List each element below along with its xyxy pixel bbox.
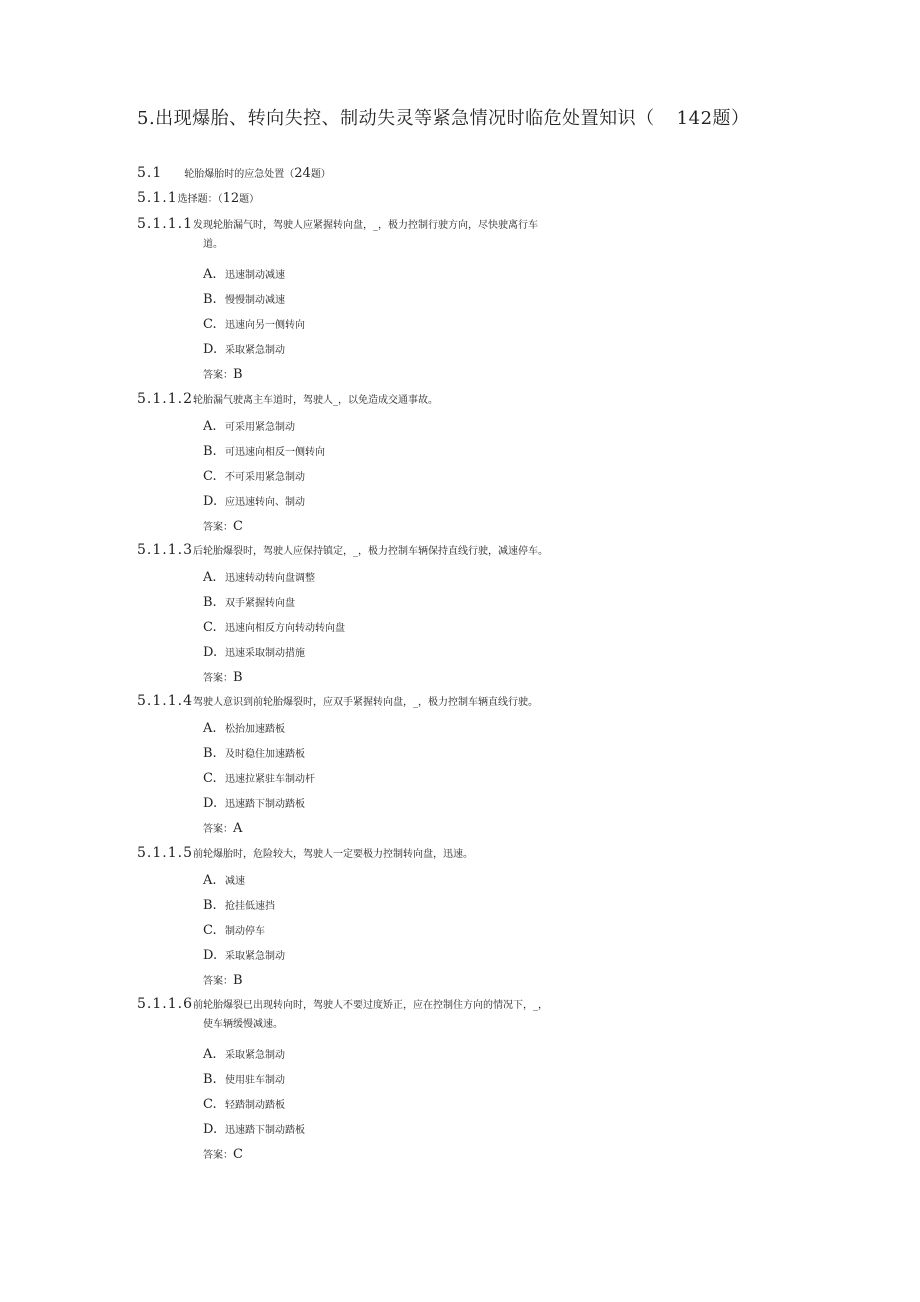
option-d[interactable] bbox=[203, 638, 567, 663]
option-text: 迅速采取制动措施 bbox=[225, 648, 305, 659]
option-text: 采取紧急制动 bbox=[225, 951, 285, 962]
option-text: 迅速踏下制动踏板 bbox=[225, 799, 305, 810]
answer-label: 答案： bbox=[203, 1150, 233, 1161]
question-5-1-1-4 bbox=[137, 689, 567, 839]
option-c[interactable] bbox=[203, 310, 567, 335]
option-letter: A. bbox=[203, 873, 217, 888]
option-b[interactable] bbox=[203, 437, 567, 462]
option-b[interactable] bbox=[203, 1065, 567, 1090]
question-stem-continuation: 道。 bbox=[203, 239, 223, 250]
question-stem: 发现轮胎漏气时，驾驶人应紧握转向盘，_，极力控制行驶方向，尽快驶离行车 bbox=[192, 220, 538, 231]
answer-line bbox=[203, 360, 567, 385]
option-a[interactable] bbox=[203, 563, 567, 588]
question-5-1-1-2 bbox=[137, 387, 567, 537]
option-text: 迅速制动减速 bbox=[225, 270, 285, 281]
section-label: 选择题：（ bbox=[177, 194, 223, 205]
option-letter: A. bbox=[203, 267, 217, 282]
option-letter: C. bbox=[203, 1097, 217, 1112]
option-letter: A. bbox=[203, 721, 217, 736]
section-number: 5.1 bbox=[137, 165, 163, 181]
option-letter: C. bbox=[203, 469, 217, 484]
answer-label: 答案： bbox=[203, 976, 233, 987]
option-text: 迅速向另一侧转向 bbox=[225, 320, 305, 331]
option-letter: D. bbox=[203, 948, 218, 963]
question-number: 5.1.1.1 bbox=[137, 216, 193, 232]
option-a[interactable] bbox=[203, 866, 567, 891]
option-text: 双手紧握转向盘 bbox=[225, 598, 295, 609]
option-d[interactable] bbox=[203, 487, 567, 512]
option-letter: D. bbox=[203, 494, 218, 509]
section-label: 轮胎爆胎时的应急处置（ bbox=[184, 169, 295, 180]
answer-value: A bbox=[233, 821, 243, 836]
option-text: 抢挂低速挡 bbox=[225, 901, 275, 912]
option-b[interactable] bbox=[203, 588, 567, 613]
option-letter: B. bbox=[203, 1072, 217, 1087]
option-letter: A. bbox=[203, 570, 217, 585]
question-stem: 后轮胎爆裂时，驾驶人应保持镇定，_，极力控制车辆保持直线行驶，减速停车。 bbox=[192, 546, 548, 557]
option-d[interactable] bbox=[203, 941, 567, 966]
question-5-1-1-5 bbox=[137, 841, 567, 991]
question-number: 5.1.1.3 bbox=[137, 542, 193, 558]
option-text: 不可采用紧急制动 bbox=[225, 472, 305, 483]
option-b[interactable] bbox=[203, 891, 567, 916]
option-text: 迅速拉紧驻车制动杆 bbox=[225, 774, 315, 785]
option-text: 慢慢制动减速 bbox=[225, 295, 285, 306]
option-letter: B. bbox=[203, 898, 217, 913]
option-d[interactable] bbox=[203, 335, 567, 360]
option-letter: D. bbox=[203, 796, 218, 811]
option-text: 应迅速转向、制动 bbox=[225, 497, 305, 508]
option-letter: C. bbox=[203, 620, 217, 635]
option-c[interactable] bbox=[203, 764, 567, 789]
option-text: 迅速向相反方向转动转向盘 bbox=[225, 623, 345, 634]
section-number: 5.1.1 bbox=[137, 190, 178, 206]
answer-value: B bbox=[233, 367, 243, 382]
option-a[interactable] bbox=[203, 260, 567, 285]
question-stem-continuation: 使车辆缓慢减速。 bbox=[203, 1019, 283, 1030]
option-text: 使用驻车制动 bbox=[225, 1075, 285, 1086]
option-text: 制动停车 bbox=[225, 926, 265, 937]
question-5-1-1-3 bbox=[137, 538, 567, 688]
option-letter: A. bbox=[203, 1047, 217, 1062]
answer-line bbox=[203, 512, 567, 537]
title-text: 5.出现爆胎、转向失控、制动失灵等紧急情况时临危处置知识（ bbox=[137, 108, 655, 129]
question-stem: 驾驶人意识到前轮胎爆裂时，应双手紧握转向盘，_，极力控制车辆直线行驶。 bbox=[192, 697, 538, 708]
question-number: 5.1.1.4 bbox=[137, 693, 193, 709]
option-text: 迅速转动转向盘调整 bbox=[225, 573, 315, 584]
title-count: 142题） bbox=[676, 108, 750, 129]
answer-value: B bbox=[233, 670, 243, 685]
section-suffix: 题） bbox=[310, 169, 331, 180]
option-letter: C. bbox=[203, 317, 217, 332]
question-stem: 前轮爆胎时，危险较大，驾驶人一定要极力控制转向盘，迅速。 bbox=[192, 849, 473, 860]
option-a[interactable] bbox=[203, 1040, 567, 1065]
option-text: 迅速踏下制动踏板 bbox=[225, 1125, 305, 1136]
question-5-1-1-6 bbox=[137, 992, 567, 1165]
section-suffix: 题） bbox=[239, 194, 260, 205]
option-letter: B. bbox=[203, 444, 217, 459]
answer-label: 答案： bbox=[203, 370, 233, 381]
option-c[interactable] bbox=[203, 613, 567, 638]
answer-value: C bbox=[233, 519, 243, 534]
question-number: 5.1.1.6 bbox=[137, 996, 193, 1012]
option-a[interactable] bbox=[203, 412, 567, 437]
section-heading-5-1-1 bbox=[137, 187, 259, 206]
option-text: 采取紧急制动 bbox=[225, 345, 285, 356]
page-title bbox=[137, 104, 750, 130]
option-text: 减速 bbox=[225, 876, 245, 887]
question-stem: 轮胎漏气驶离主车道时，驾驶人_，以免造成交通事故。 bbox=[192, 395, 438, 406]
question-5-1-1-1 bbox=[137, 212, 567, 385]
option-text: 及时稳住加速踏板 bbox=[225, 749, 305, 760]
answer-value: C bbox=[233, 1147, 243, 1162]
question-number: 5.1.1.2 bbox=[137, 391, 193, 407]
option-text: 采取紧急制动 bbox=[225, 1050, 285, 1061]
answer-label: 答案： bbox=[203, 522, 233, 533]
option-letter: C. bbox=[203, 771, 217, 786]
option-a[interactable] bbox=[203, 714, 567, 739]
option-c[interactable] bbox=[203, 916, 567, 941]
answer-line bbox=[203, 663, 567, 688]
option-d[interactable] bbox=[203, 1115, 567, 1140]
answer-line bbox=[203, 814, 567, 839]
question-stem: 前轮胎爆裂已出现转向时，驾驶人不要过度矫正，应在控制住方向的情况下，_， bbox=[192, 1000, 548, 1011]
option-c[interactable] bbox=[203, 1090, 567, 1115]
option-b[interactable] bbox=[203, 285, 567, 310]
section-count: 12 bbox=[222, 191, 240, 206]
answer-value: B bbox=[233, 973, 243, 988]
answer-line bbox=[203, 966, 567, 991]
option-text: 松抬加速踏板 bbox=[225, 724, 285, 735]
option-letter: D. bbox=[203, 1122, 218, 1137]
option-letter: B. bbox=[203, 595, 217, 610]
question-number: 5.1.1.5 bbox=[137, 845, 193, 861]
section-count: 24 bbox=[294, 166, 311, 181]
answer-label: 答案： bbox=[203, 673, 233, 684]
option-letter: D. bbox=[203, 645, 218, 660]
option-letter: B. bbox=[203, 746, 217, 761]
option-letter: B. bbox=[203, 292, 217, 307]
option-text: 轻踏制动踏板 bbox=[225, 1100, 285, 1111]
option-b[interactable] bbox=[203, 739, 567, 764]
section-heading-5-1 bbox=[137, 162, 331, 181]
option-c[interactable] bbox=[203, 462, 567, 487]
option-d[interactable] bbox=[203, 789, 567, 814]
option-letter: C. bbox=[203, 923, 217, 938]
option-letter: D. bbox=[203, 342, 218, 357]
answer-label: 答案： bbox=[203, 824, 233, 835]
answer-line bbox=[203, 1140, 567, 1165]
option-text: 可迅速向相反一侧转向 bbox=[225, 447, 325, 458]
option-letter: A. bbox=[203, 419, 217, 434]
option-text: 可采用紧急制动 bbox=[225, 422, 295, 433]
